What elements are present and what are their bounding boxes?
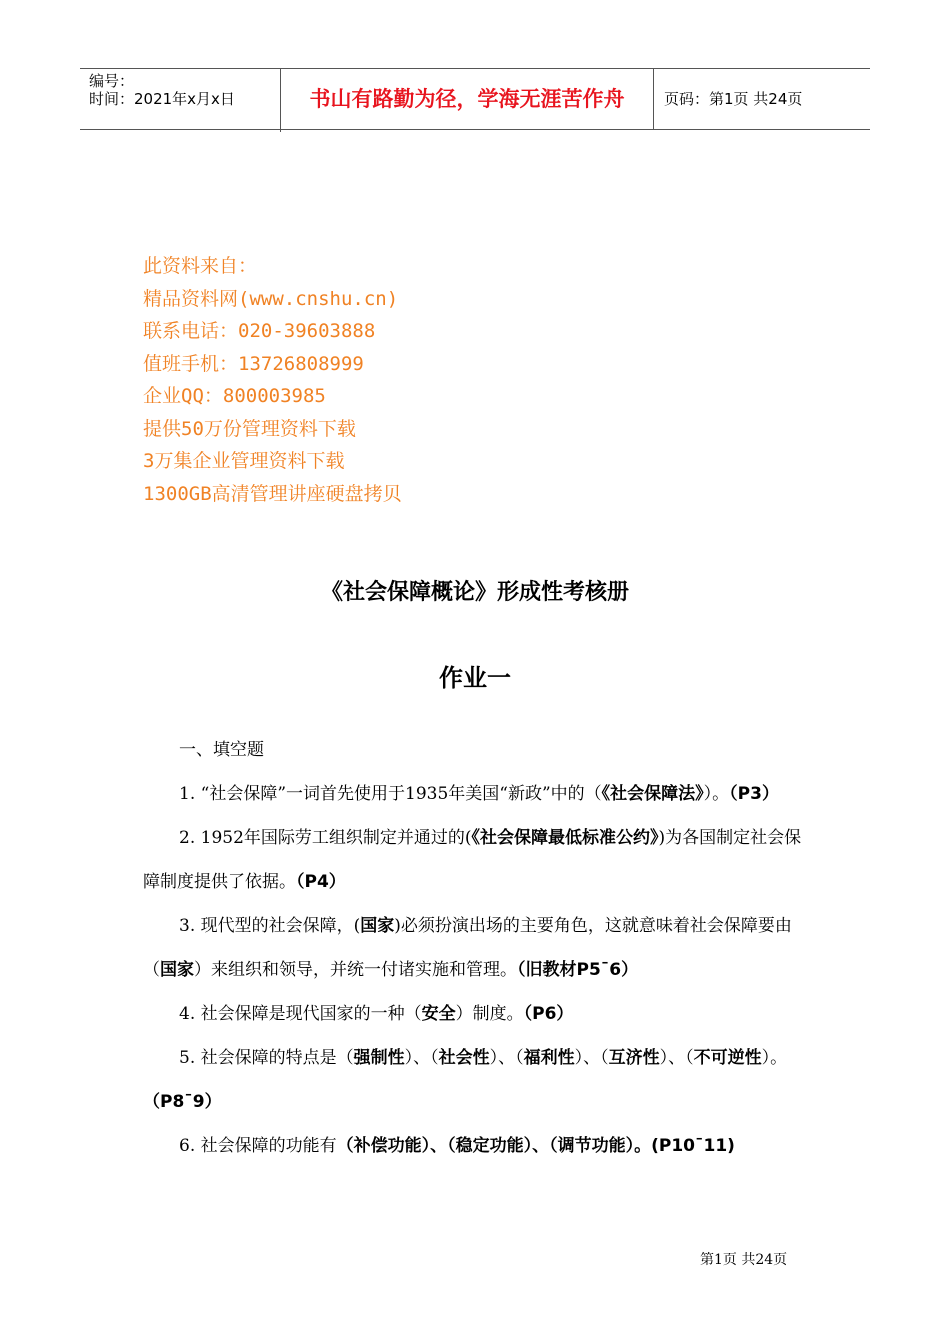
q5-answer-1: 强制性: [353, 1048, 405, 1068]
q5-text: 5. 社会保障的特点是（: [179, 1048, 354, 1068]
number-label: 编号：: [89, 72, 135, 90]
q6-answer: （补偿功能）、（稳定功能）、（调节功能）。(P10¯11): [336, 1136, 735, 1156]
source-line: 此资料来自：: [143, 255, 258, 277]
assignment-title: 作业一: [439, 664, 511, 692]
q3-text: 3. 现代型的社会保障，(: [179, 916, 361, 936]
q4-ref: （P6）: [523, 1004, 574, 1024]
q5-sep: ）、（: [404, 1048, 439, 1068]
header-page-label: 页码：第1页 共24页: [664, 90, 803, 108]
q1-ref: （P3）: [729, 784, 779, 804]
q5-answer-5: 不可逆性: [693, 1048, 762, 1068]
q2-ref: （P4）: [296, 872, 346, 892]
document-title: 《社会保障概论》形成性考核册: [320, 580, 629, 605]
source-line: 企业QQ：800003985: [143, 385, 326, 407]
source-block: [143, 250, 402, 510]
source-line: 提供50万份管理资料下载: [143, 417, 356, 440]
question-2: [143, 816, 808, 904]
q1-text-end: ）。: [703, 784, 730, 804]
q3-answer-2: 国家: [160, 960, 194, 980]
question-3: [143, 904, 808, 992]
q5-ref: （P8¯9）: [143, 1092, 222, 1112]
q3-text-mid: )必须扮演出场的主要角色，这就意味着社会保障要由（: [143, 916, 792, 980]
q2-text: 2. 1952年国际劳工组织制定并通过的(: [179, 828, 472, 848]
q4-text-end: ）制度。: [455, 1004, 524, 1024]
page-footer: 第1页 共24页: [700, 1252, 788, 1268]
q3-answer-1: 国家: [360, 916, 395, 936]
q5-sep: ）、（: [489, 1048, 524, 1068]
source-line: 1300GB高清管理讲座硬盘拷贝: [143, 482, 402, 505]
q5-sep: ）、（: [574, 1048, 609, 1068]
q4-text: 4. 社会保障是现代国家的一种（: [179, 1004, 422, 1024]
q6-text: 6. 社会保障的功能有: [179, 1136, 337, 1156]
header-motto: 书山有路勤为径，学海无涯苦作舟: [281, 69, 654, 129]
section-heading: 一、填空题: [179, 740, 264, 760]
question-5: [143, 1036, 808, 1124]
question-1: [143, 772, 808, 816]
q1-answer: 《社会保障法》: [601, 784, 704, 804]
q1-text: 1. “社会保障”一词首先使用于1935年美国“新政”中的（: [179, 784, 602, 804]
document-body: [143, 728, 808, 1168]
q3-ref: （旧教材P5¯6）: [517, 960, 639, 980]
source-line: 3万集企业管理资料下载: [143, 450, 345, 472]
q4-answer: 安全: [421, 1004, 456, 1024]
source-line: 精品资料网(www.cnshu.cn): [143, 287, 399, 310]
q5-answer-3: 福利性: [523, 1048, 575, 1068]
page-header: [80, 68, 870, 130]
q5-sep: ）、（: [659, 1048, 694, 1068]
q5-text-end: ）。: [761, 1048, 788, 1068]
date-label: 时间：2021年x月x日: [89, 90, 235, 108]
question-4: [143, 992, 808, 1036]
source-line: 联系电话：020-39603888: [143, 320, 376, 342]
q3-text-end: ）来组织和领导，并统一付诸实施和管理。: [194, 960, 517, 980]
q2-answer: 《社会保障最低标准公约》: [471, 828, 659, 848]
question-6: [143, 1124, 808, 1168]
source-line: 值班手机：13726808999: [143, 352, 364, 375]
q2-text-end: )为各国制定社会保障制度提供了依据。: [143, 828, 802, 892]
header-meta: [80, 69, 281, 132]
q5-answer-2: 社会性: [438, 1048, 490, 1068]
q5-answer-4: 互济性: [608, 1048, 660, 1068]
